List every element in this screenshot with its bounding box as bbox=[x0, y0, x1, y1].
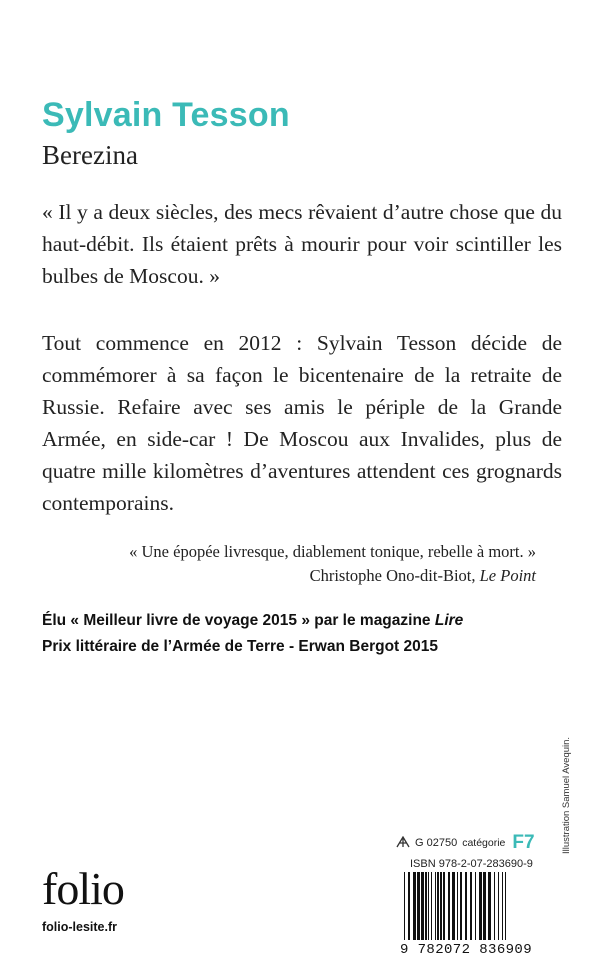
barcode-bar bbox=[448, 872, 450, 940]
book-quote: « Il y a deux siècles, des mecs rêvaient d’autre chose que du haut-débit. Ils étaient prêts à mourir pour voir scintiller les bulbes de Moscou. » bbox=[42, 200, 562, 288]
barcode-bar bbox=[498, 872, 499, 940]
author-name: Sylvain Tesson bbox=[42, 96, 290, 134]
publisher-logo: folio bbox=[42, 863, 124, 914]
barcode-bar bbox=[417, 872, 420, 940]
barcode-bar bbox=[425, 872, 427, 940]
barcode-bar bbox=[452, 872, 455, 940]
barcode-bar bbox=[494, 872, 495, 940]
isbn-text: ISBN 978-2-07-283690-9 bbox=[410, 858, 533, 870]
barcode-bar bbox=[431, 872, 432, 940]
press-attribution-source: Le Point bbox=[479, 566, 536, 585]
barcode-bar bbox=[440, 872, 442, 940]
publisher-website: folio-lesite.fr bbox=[42, 920, 118, 934]
barcode-bar bbox=[437, 872, 439, 940]
barcode-bar bbox=[408, 872, 410, 940]
award-magazine-name: Lire bbox=[434, 612, 464, 629]
award-travel-book-text: Élu « Meilleur livre de voyage 2015 » par le magazine bbox=[42, 612, 435, 629]
catalog-code: G 02750 bbox=[415, 837, 458, 849]
barcode-bar bbox=[465, 872, 467, 940]
barcode bbox=[398, 872, 554, 940]
award-armee-de-terre: Prix littéraire de l’Armée de Terre - Erwan Bergot 2015 bbox=[42, 638, 438, 655]
ean-digits: 9 782072 836909 bbox=[400, 942, 533, 958]
barcode-bar bbox=[483, 872, 486, 940]
barcode-bar bbox=[470, 872, 472, 940]
barcode-bar bbox=[428, 872, 429, 940]
category-label: catégorie bbox=[462, 837, 506, 849]
barcode-bar bbox=[460, 872, 462, 940]
catalog-symbol-icon bbox=[396, 836, 410, 851]
book-title: Berezina bbox=[42, 140, 138, 170]
category-code: F7 bbox=[512, 832, 535, 853]
press-attribution bbox=[56, 564, 536, 588]
barcode-bar bbox=[457, 872, 458, 940]
press-blurb bbox=[56, 540, 536, 588]
book-summary: Tout commence en 2012 : Sylvain Tesson décide de commémorer à sa façon le bicentenaire de la retraite de Russie. Refaire avec ses amis le périple de la Grande Armée, en side-car ! De Moscou aux Invalides, plus de quatre mille kilomètres d’aventures attendent ces grognards contemporains. bbox=[42, 331, 562, 515]
barcode-bar bbox=[435, 872, 436, 940]
barcode-bar bbox=[413, 872, 416, 940]
barcode-bar bbox=[404, 872, 405, 940]
press-quote: « Une épopée livresque, diablement tonique, rebelle à mort. » bbox=[129, 542, 536, 561]
press-attribution-name: Christophe Ono-dit-Biot, bbox=[309, 566, 480, 585]
illustration-credit: Illustration Samuel Avequin. bbox=[561, 736, 572, 854]
barcode-bar bbox=[502, 872, 503, 940]
catalog-line bbox=[396, 832, 535, 854]
award-travel-book bbox=[42, 612, 463, 630]
barcode-bar bbox=[421, 872, 424, 940]
barcode-bar bbox=[443, 872, 445, 940]
barcode-bar bbox=[505, 872, 506, 940]
barcode-bar bbox=[479, 872, 482, 940]
barcode-bar bbox=[488, 872, 491, 940]
barcode-bar bbox=[475, 872, 476, 940]
